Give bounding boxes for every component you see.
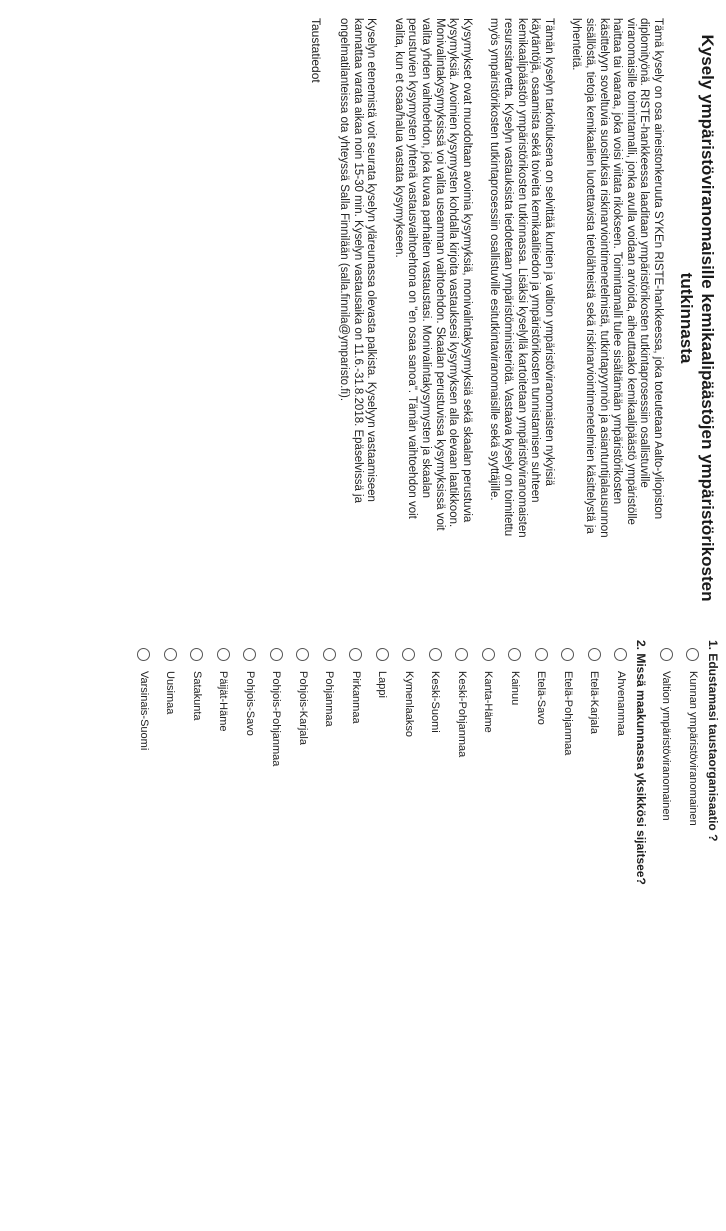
radio-option-label: Etelä-Pohjanmaa xyxy=(561,671,574,756)
radio-option-label: Kainuu xyxy=(508,671,521,706)
radio-button[interactable] xyxy=(296,648,309,661)
radio-button[interactable] xyxy=(402,648,415,661)
radio-option[interactable] xyxy=(581,640,608,1230)
radio-option-label: Valtion ympäristöviranomainen xyxy=(660,671,673,821)
radio-option-label: Uusimaa xyxy=(164,671,177,715)
question-organisation xyxy=(653,640,720,1230)
radio-option[interactable] xyxy=(422,640,449,1230)
radio-option-label: Kanta-Häme xyxy=(482,671,495,733)
page-title: Kysely ympäristöviranomaisille kemikaalipäästöjen ympäristörikosten tutkinnasta xyxy=(677,34,717,602)
option-list xyxy=(131,640,635,1230)
radio-option[interactable] xyxy=(237,640,264,1230)
radio-button[interactable] xyxy=(243,648,256,661)
radio-option[interactable] xyxy=(131,640,158,1230)
radio-button[interactable] xyxy=(323,648,336,661)
radio-option-label: Etelä-Karjala xyxy=(588,671,601,734)
radio-option[interactable] xyxy=(343,640,370,1230)
radio-option[interactable] xyxy=(210,640,237,1230)
radio-button[interactable] xyxy=(217,648,230,661)
question-title: 1. Edustamasi taustaorganisaatio ? xyxy=(706,640,720,842)
section-heading: Taustatiedot xyxy=(308,18,323,83)
radio-button[interactable] xyxy=(376,648,389,661)
radio-option[interactable] xyxy=(316,640,343,1230)
radio-option-label: Päijät-Häme xyxy=(217,671,230,732)
radio-button[interactable] xyxy=(614,648,627,661)
radio-button[interactable] xyxy=(660,648,673,661)
radio-button[interactable] xyxy=(190,648,203,661)
radio-button[interactable] xyxy=(535,648,548,661)
radio-button[interactable] xyxy=(137,648,150,661)
radio-option-label: Pirkanmaa xyxy=(349,671,362,724)
radio-button[interactable] xyxy=(349,648,362,661)
radio-option[interactable] xyxy=(263,640,290,1230)
radio-option-label: Keski-Suomi xyxy=(429,671,442,733)
radio-option-label: Varsinais-Suomi xyxy=(137,671,150,751)
option-list xyxy=(653,640,706,1230)
radio-option-label: Pohjanmaa xyxy=(323,671,336,727)
radio-option-label: Lappi xyxy=(376,671,389,698)
radio-button[interactable] xyxy=(270,648,283,661)
radio-option[interactable] xyxy=(184,640,211,1230)
intro-paragraph-1: Tämä kysely on osa aineistonkeruuta SYKEn RISTE-hankkeessa, joka toteutetaan Aalto-yliopiston diplomityönä. RISTE-hankkeessa laaditaan ympäristörikosten tutkintaprosessiin osallistuville viranomaisille toimintamalli, jonka avulla voidaan arvioida, aiheuttaako kemikaalipäästö ympäristölle haittaa tai vaaraa, joka voisi viitata rikokseen. Toimintamalli tulee sisältämään ympäristörikosten käsittelyyn soveltuvia suosituksia riskinarviointimenetelmistä, tutkintapyynnön ja asiantuntijalausunnon sisällöstä, tietoja kemikaalien luotettavista tietolähteistä sekä riskinarviointimenetelmien käsittelystä ja lyhenteitä. xyxy=(570,18,664,538)
radio-option[interactable] xyxy=(449,640,476,1230)
radio-option-label: Kunnan ympäristöviranomainen xyxy=(686,671,699,826)
radio-option[interactable] xyxy=(396,640,423,1230)
radio-button[interactable] xyxy=(561,648,574,661)
radio-option[interactable] xyxy=(608,640,635,1230)
radio-option-label: Pohjois-Karjala xyxy=(296,671,309,745)
radio-option-label: Ahvenanmaa xyxy=(614,671,627,736)
intro-paragraph-2: Tämän kyselyn tarkoituksena on selvittää kuntien ja valtion ympäristöviranomaisten nykyisiä käytäntöjä, osaamista sekä toiveita kemikaalitiedon ja ympäristörikosten tunnistamisen suhteen kemikaalipäästön ympäristörikosten tutkinnassa. Lisäksi kyselyllä kartoitetaan ympäristöviranomaisten resurssitarvetta. Kyselyn vastauksista tiedotetaan ympäristöministeriötä. Vastaava kysely on toimitettu myös ympäristörikosten tutkintaprosessiin osallistuville esitutkintaviranomaisille sekä syyttäjille. xyxy=(488,18,555,538)
radio-option-label: Pohjois-Pohjanmaa xyxy=(270,671,283,767)
radio-option[interactable] xyxy=(502,640,529,1230)
radio-option[interactable] xyxy=(653,640,680,1230)
radio-button[interactable] xyxy=(482,648,495,661)
radio-button[interactable] xyxy=(455,648,468,661)
radio-option-label: Pohjois-Savo xyxy=(243,671,256,736)
question-title: 2. Missä maakunnassa yksikkösi sijaitsee? xyxy=(634,640,648,885)
radio-button[interactable] xyxy=(588,648,601,661)
radio-button[interactable] xyxy=(686,648,699,661)
radio-option-label: Satakunta xyxy=(190,671,203,721)
radio-option-label: Kymenlaakso xyxy=(402,671,415,738)
radio-button[interactable] xyxy=(164,648,177,661)
radio-option[interactable] xyxy=(680,640,707,1230)
intro-paragraph-4: Kyselyn etenemistä voit seurata kyselyn yläreunassa olevasta palkista. Kyselyyn vastaamiseen kannattaa varata aikaa noin 15-30 min. Kyselyn vastausaika on 11.6.-31.8.2018. Epäselvissä ja ongelmatilanteissa ota yhteyssä Salla Finnilään (salla.finnila@ymparisto.fi). xyxy=(338,18,378,504)
radio-option[interactable] xyxy=(475,640,502,1230)
radio-option-label: Keski-Pohjanmaa xyxy=(455,671,468,758)
radio-button[interactable] xyxy=(429,648,442,661)
radio-button[interactable] xyxy=(508,648,521,661)
radio-option[interactable] xyxy=(290,640,317,1230)
radio-option[interactable] xyxy=(555,640,582,1230)
question-region xyxy=(131,640,649,1230)
intro-paragraph-3: Kysymykset ovat muodoltaan avoimia kysymyksiä, monivalintakysymyksiä sekä skaalan perustuvia kysymyksiä. Avoimien kysymysten kohdalla kirjoita vastauksesi kysymyksen alla olevaan laatikkoon. Monivalintakysymyksissä voi valita useamman vaihtoehdon. Skaalan perustuvissa kysymyksissä voit valita yhden vaihtoehdon, joka kuvaa parhaiten vastaustasi. Monivalintakysymysten ja skaalan perustuvien kysymysten yhtenä vastausvaihtoehtona on "en osaa sanoa". Tämän vaihtoehdon voit valita, kun et osaa/halua vastata kysymykseen. xyxy=(392,18,473,531)
radio-option[interactable] xyxy=(157,640,184,1230)
intro-section xyxy=(309,18,718,618)
radio-option-label: Etelä-Savo xyxy=(535,671,548,725)
radio-option[interactable] xyxy=(528,640,555,1230)
radio-option[interactable] xyxy=(369,640,396,1230)
